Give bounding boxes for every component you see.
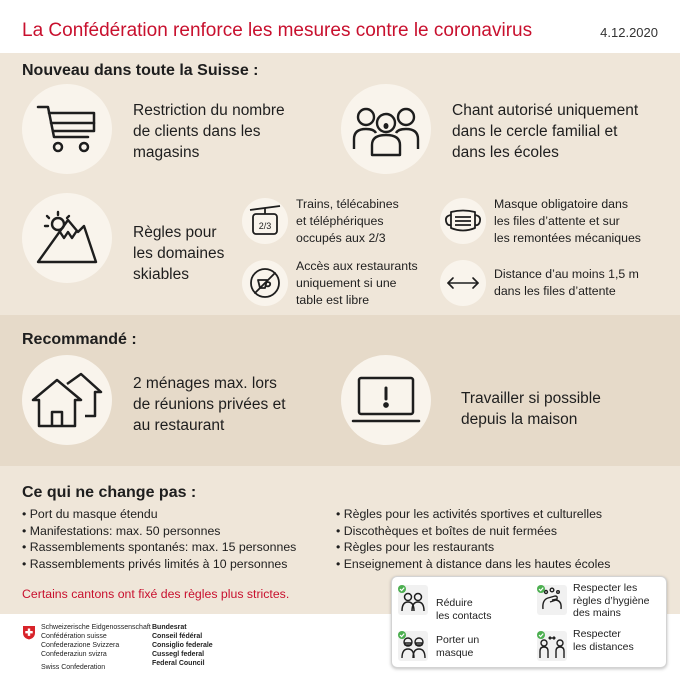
face-mask-icon	[444, 208, 482, 234]
laptop-alert-icon	[351, 375, 421, 425]
cable-car-badge: 2/3	[258, 221, 272, 231]
item-distance-text: Distance d’au moins 1,5 m dans les files d’attente	[494, 267, 639, 298]
unchanged-list-right	[336, 506, 610, 572]
hygiene-rules-card	[391, 576, 667, 668]
hygiene-wear-mask: Porter un masque	[436, 634, 480, 659]
date: 4.12.2020	[600, 25, 658, 40]
federal-council-names: Bundesrat Conseil fédéral Consiglio federale Cussegl federal Federal Council	[152, 624, 213, 667]
list-item: • Manifestations: max. 50 personnes	[22, 523, 296, 540]
list-item: • Discothèques et boîtes de nuit fermées	[336, 523, 610, 540]
restaurant-circle	[242, 260, 288, 306]
two-houses-icon	[31, 372, 103, 428]
item-restaurant-text: Accès aux restaurants uniquement si une table est libre	[296, 259, 418, 307]
item-cablecar-text: Trains, télécabines et téléphériques occupés aux 2/3	[296, 197, 399, 245]
item-singing-text: Chant autorisé uniquement dans le cercle familial et dans les écoles	[452, 102, 639, 161]
list-item: • Rassemblements spontanés: max. 15 personnes	[22, 539, 296, 556]
hygiene-wash-hands: Respecter les règles d’hygiène des mains	[573, 582, 650, 619]
hygiene-reduce-contacts: Réduire les contacts	[436, 597, 492, 622]
no-standing-drink-icon	[248, 266, 282, 300]
mountain-sun-icon	[34, 210, 100, 266]
cart-circle	[22, 84, 112, 174]
list-item: • Règles pour les activités sportives et culturelles	[336, 506, 610, 523]
item-ski-text: Règles pour les domaines skiables	[133, 224, 225, 283]
mountain-circle	[22, 193, 112, 283]
section-new-heading: Nouveau dans toute la Suisse :	[22, 62, 259, 79]
section-unchanged-heading: Ce qui ne change pas :	[22, 484, 197, 501]
item-cart-text: Restriction du nombre de clients dans les magasins	[133, 102, 285, 161]
unchanged-list-left	[22, 506, 296, 572]
singing-group-icon	[351, 101, 421, 157]
cable-car-circle	[242, 198, 288, 244]
cantons-note: Certains cantons ont fixé des règles plus strictes.	[22, 587, 290, 601]
hygiene-keep-distance: Respecter les distances	[573, 628, 634, 653]
list-item: • Port du masque étendu	[22, 506, 296, 523]
wear-mask-icon	[398, 631, 428, 661]
houses-circle	[22, 355, 112, 445]
page-title: La Confédération renforce les mesures contre le coronavirus	[22, 20, 533, 41]
section-recommended-heading: Recommandé :	[22, 331, 137, 348]
list-item: • Règles pour les restaurants	[336, 539, 610, 556]
swiss-crest-icon	[22, 625, 36, 640]
laptop-circle	[341, 355, 431, 445]
list-item: • Enseignement à distance dans les hautes écoles	[336, 556, 610, 573]
item-households-text: 2 ménages max. lors de réunions privées et au restaurant	[133, 375, 286, 434]
reduce-contacts-icon	[398, 585, 428, 615]
wash-hands-icon	[537, 585, 567, 615]
list-item: • Rassemblements privés limités à 10 personnes	[22, 556, 296, 573]
distance-arrow-icon	[446, 276, 480, 290]
cable-car-icon	[248, 204, 282, 238]
shopping-cart-icon	[36, 101, 98, 157]
distance-circle	[440, 260, 486, 306]
swiss-confederation-label: Swiss Confederation	[41, 664, 106, 671]
item-homework-text: Travailler si possible depuis la maison	[461, 390, 601, 428]
keep-distance-icon	[537, 631, 567, 661]
mask-circle	[440, 198, 486, 244]
singing-circle	[341, 84, 431, 174]
confederation-names: Schweizerische Eidgenossenschaft Confédération suisse Confederazione Svizzera Confederaziun svizra	[41, 624, 151, 658]
item-mask-text: Masque obligatoire dans les files d’attente et sur les remontées mécaniques	[494, 197, 641, 245]
